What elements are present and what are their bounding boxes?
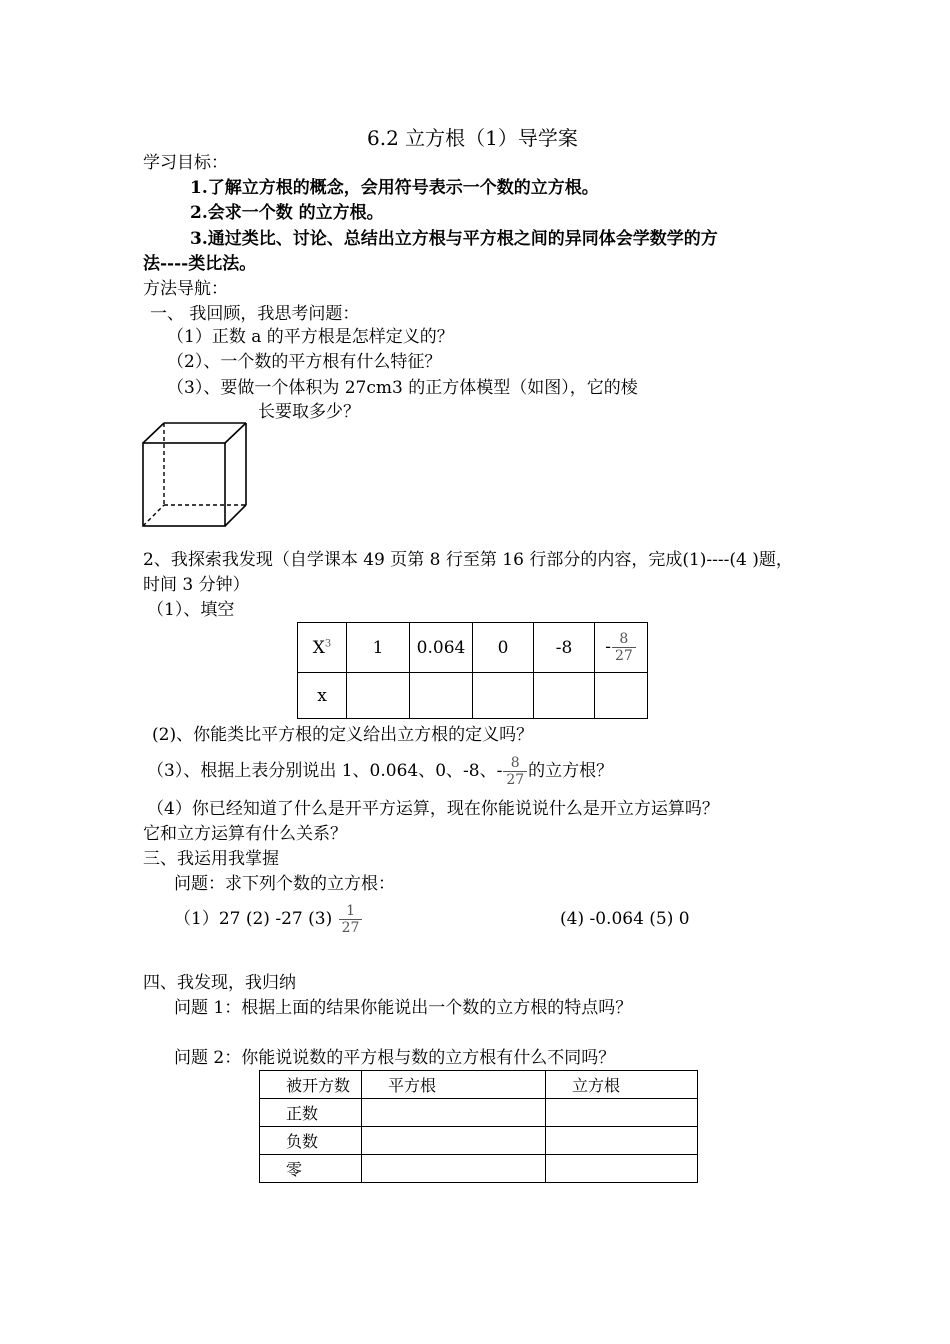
explore-q3: （3）、根据上表分别说出 1、0.064、0、-8、- $\frac{8}{27}$ 的立方根？ [147,755,614,788]
review-q2: （2）、一个数的平方根有什么特征？ [167,352,442,372]
fill-heading: （1）、填空 [147,600,235,620]
row-label-x3: $X^3$ [298,623,347,673]
review-q1: （1）正数 a 的平方根是怎样定义的？ [167,327,454,347]
cell-value: -8 [534,623,595,673]
header-cube-root: 立方根 [546,1071,698,1099]
answer-cell[interactable] [546,1155,698,1183]
cube-table [297,622,648,719]
objectives-heading: 学习目标： [143,153,228,173]
answer-cell[interactable] [595,673,648,719]
section-1-heading: 一、 我回顾，我思考问题： [150,304,360,324]
answer-cell[interactable] [362,1099,546,1127]
objective-3-cont: 法----类比法。 [143,254,257,274]
apply-items-right: (4) -0.064 (5) 0 [560,909,690,929]
explore-q4-cont: 它和立方运算有什么关系？ [143,824,347,844]
row-positive: 正数 [260,1099,362,1127]
header-square-root: 平方根 [362,1071,546,1099]
answer-cell[interactable] [362,1127,546,1155]
row-label-x: x [298,673,347,719]
review-q3: （3）、要做一个体积为 27cm3 的正方体模型（如图），它的棱 [167,378,638,398]
answer-cell[interactable] [546,1127,698,1155]
answer-cell[interactable] [546,1099,698,1127]
review-q3-cont: 长要取多少？ [258,402,360,422]
header-radicand: 被开方数 [260,1071,362,1099]
cell-value: 0.064 [410,623,473,673]
explore-intro-cont: 时间 3 分钟） [143,575,250,595]
apply-items-left: （1）27 (2) -27 (3) $\frac{1}{27}$ [174,898,363,940]
row-zero: 零 [260,1155,362,1183]
cell-value: 1 [347,623,410,673]
answer-cell[interactable] [362,1155,546,1183]
summary-q1: 问题 1：根据上面的结果你能说出一个数的立方根的特点吗？ [174,998,633,1018]
summary-q2: 问题 2：你能说说数的平方根与数的立方根有什么不同吗？ [174,1048,616,1068]
explore-intro: 2、我探索我发现（自学课本 49 页第 8 行至第 16 行部分的内容，完成(1)----(4 )题， [143,550,793,570]
objective-1: 1.了解立方根的概念，会用符号表示一个数的立方根。 [190,178,599,198]
explore-q4: （4）你已经知道了什么是开平方运算，现在你能说说什么是开立方运算吗？ [147,799,719,819]
method-heading: 方法导航： [143,279,228,299]
answer-cell[interactable] [473,673,534,719]
apply-heading: 三、我运用我掌握 [143,849,279,869]
page-title: 6.2 立方根（1）导学案 [367,126,578,150]
explore-q2: (2)、你能类比平方根的定义给出立方根的定义吗？ [152,725,534,745]
cell-value-fraction: - $\frac{8}{27}$ [595,623,648,673]
answer-cell[interactable] [410,673,473,719]
summary-heading: 四、我发现，我归纳 [143,973,296,993]
apply-problem: 问题：求下列个数的立方根： [174,874,395,894]
row-negative: 负数 [260,1127,362,1155]
cell-value: 0 [473,623,534,673]
answer-cell[interactable] [347,673,410,719]
objective-2: 2.会求一个数 的立方根。 [190,203,384,223]
answer-cell[interactable] [534,673,595,719]
objective-3: 3.通过类比、讨论、总结出立方根与平方根之间的异同体会学数学的方 [190,229,718,249]
cube-diagram [140,420,250,530]
comparison-table [259,1070,698,1183]
